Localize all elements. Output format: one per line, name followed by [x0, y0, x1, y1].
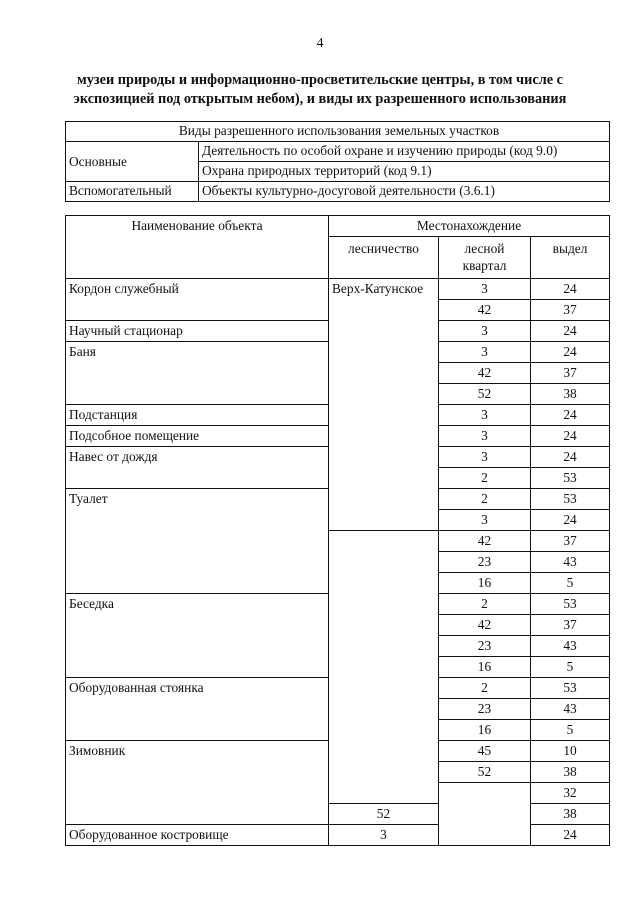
- header-location: Местонахождение: [329, 216, 610, 237]
- header-object-name: Наименование объекта: [66, 216, 329, 279]
- section-cell: 38: [531, 804, 610, 825]
- object-name: Баня: [66, 342, 329, 405]
- section-cell: 37: [531, 615, 610, 636]
- quarter-cell: 42: [439, 363, 531, 384]
- quarter-cell: 2: [439, 489, 531, 510]
- quarter-cell: 3: [439, 405, 531, 426]
- section-cell: 53: [531, 468, 610, 489]
- object-name: Навес от дождя: [66, 447, 329, 489]
- quarter-cell: 3: [439, 279, 531, 300]
- section-cell: 5: [531, 657, 610, 678]
- quarter-cell: 16: [439, 720, 531, 741]
- section-cell: 5: [531, 720, 610, 741]
- main-use-item: Охрана природных территорий (код 9.1): [199, 162, 610, 182]
- quarter-cell: 3: [439, 342, 531, 363]
- page-number: 4: [316, 36, 324, 51]
- section-cell: 53: [531, 594, 610, 615]
- forestry-cell-empty: [439, 783, 531, 846]
- objects-location-table: [65, 215, 610, 846]
- header-section: выдел: [531, 237, 610, 279]
- quarter-cell: 3: [439, 447, 531, 468]
- aux-uses-label: Вспомогательный: [66, 182, 199, 202]
- section-cell: 24: [531, 510, 610, 531]
- section-heading: [40, 71, 600, 109]
- object-name: Оборудованное костровище: [66, 825, 329, 846]
- quarter-cell: 23: [439, 699, 531, 720]
- object-name: Оборудованная стоянка: [66, 678, 329, 741]
- quarter-cell: 23: [439, 636, 531, 657]
- quarter-cell: 42: [439, 300, 531, 321]
- quarter-cell: 3: [439, 426, 531, 447]
- section-cell: 37: [531, 363, 610, 384]
- quarter-cell: 16: [439, 657, 531, 678]
- object-name: Беседка: [66, 594, 329, 678]
- section-cell: 24: [531, 825, 610, 846]
- uses-table-title: Виды разрешенного использования земельных участков: [66, 122, 610, 142]
- quarter-cell: 45: [439, 741, 531, 762]
- section-cell: 24: [531, 405, 610, 426]
- quarter-cell: 2: [439, 594, 531, 615]
- header-quarter-line-2: квартал: [462, 258, 507, 273]
- quarter-cell: 23: [439, 552, 531, 573]
- section-cell: 38: [531, 762, 610, 783]
- section-cell: 5: [531, 573, 610, 594]
- forestry-cell-empty: [329, 531, 439, 804]
- object-name: Туалет: [66, 489, 329, 594]
- quarter-cell: 52: [439, 384, 531, 405]
- quarter-cell: 52: [329, 804, 439, 825]
- section-cell: 43: [531, 552, 610, 573]
- section-cell: 53: [531, 489, 610, 510]
- quarter-cell: 32: [531, 783, 610, 804]
- section-cell: 38: [531, 384, 610, 405]
- object-name: Научный стационар: [66, 321, 329, 342]
- heading-line-2: экспозицией под открытым небом), и виды их разрешенного использования: [73, 91, 567, 107]
- permitted-uses-table: [65, 121, 610, 202]
- aux-use-item: Объекты культурно-досуговой деятельности (3.6.1): [199, 182, 610, 202]
- header-forest-quarter: [439, 237, 531, 279]
- quarter-cell: 3: [329, 825, 439, 846]
- main-uses-label: Основные: [66, 142, 199, 182]
- section-cell: 37: [531, 300, 610, 321]
- section-cell: 10: [531, 741, 610, 762]
- quarter-cell: 2: [439, 468, 531, 489]
- section-cell: 24: [531, 342, 610, 363]
- heading-line-1: музеи природы и информационно-просветительские центры, в том числе с: [77, 72, 563, 88]
- quarter-cell: 2: [439, 678, 531, 699]
- section-cell: 43: [531, 699, 610, 720]
- section-cell: 37: [531, 531, 610, 552]
- object-name: Подсобное помещение: [66, 426, 329, 447]
- section-cell: 43: [531, 636, 610, 657]
- section-cell: 24: [531, 447, 610, 468]
- object-name: Зимовник: [66, 741, 329, 825]
- quarter-cell: 3: [439, 510, 531, 531]
- quarter-cell: 42: [439, 615, 531, 636]
- table-row: [66, 279, 610, 300]
- object-name: Подстанция: [66, 405, 329, 426]
- forestry-name: Верх-Катунское: [329, 279, 439, 531]
- quarter-cell: 16: [439, 573, 531, 594]
- section-cell: 24: [531, 426, 610, 447]
- main-use-item: Деятельность по особой охране и изучению природы (код 9.0): [199, 142, 610, 162]
- section-cell: 53: [531, 678, 610, 699]
- quarter-cell: 3: [439, 321, 531, 342]
- section-cell: 24: [531, 321, 610, 342]
- section-cell: 24: [531, 279, 610, 300]
- object-name: Кордон служебный: [66, 279, 329, 321]
- quarter-cell: 42: [439, 531, 531, 552]
- header-forestry: лесничество: [329, 237, 439, 279]
- quarter-cell: 52: [439, 762, 531, 783]
- header-quarter-line-1: лесной: [464, 241, 505, 256]
